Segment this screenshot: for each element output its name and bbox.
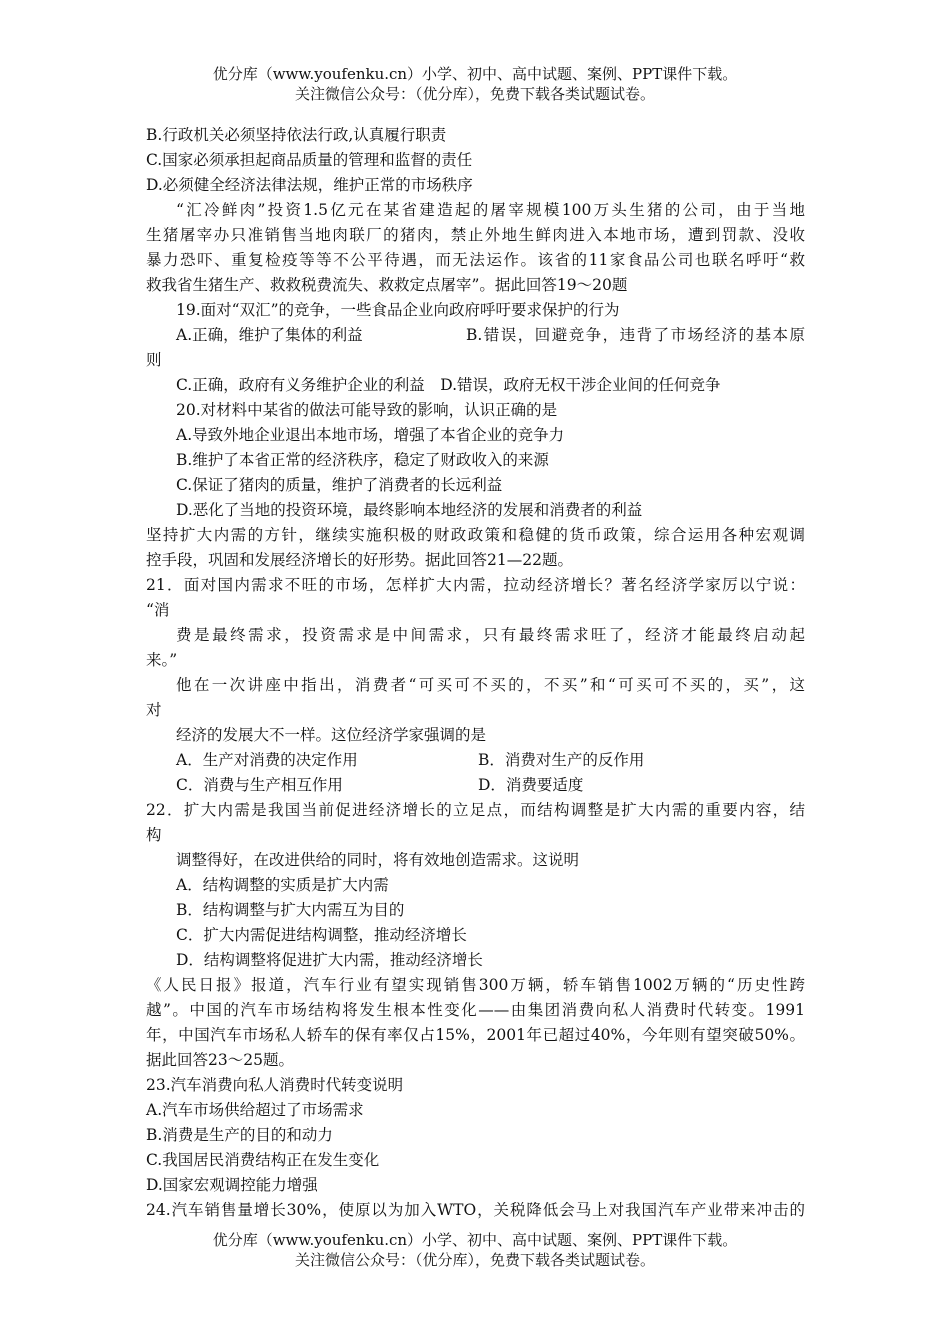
text-line: D．结构调整将促进扩大内需，推动经济增长 xyxy=(176,951,483,969)
text-line: D.国家宏观调控能力增强 xyxy=(146,1176,318,1194)
text-line: B.维护了本省正常的经济秩序，稳定了财政收入的来源 xyxy=(176,451,549,469)
text-line: A.正确，维护了集体的利益 xyxy=(176,326,363,344)
footer-line-1: 优分库（www.youfenku.cn）小学、初中、高中试题、案例、PPT课件下载。 xyxy=(212,1231,738,1249)
text-line: 越”。中国的汽车市场结构将发生根本性变化——由集团消费向私人消费时代转变。1991 xyxy=(146,1001,805,1019)
text-line: D．消费要适度 xyxy=(478,776,584,794)
text-line: 20.对材料中某省的做法可能导致的影响，认识正确的是 xyxy=(176,401,558,419)
text-line: B.错误，回避竞争，违背了市场经济的基本原 xyxy=(466,326,805,344)
text-line: C.保证了猪肉的质量，维护了消费者的长远利益 xyxy=(176,476,503,494)
header-line-2: 关注微信公众号：（优分库），免费下载各类试题试卷。 xyxy=(294,85,655,103)
text-line: “汇冷鲜肉”投资1.5亿元在某省建造起的屠宰规模100万头生猪的公司，由于当地 xyxy=(176,201,805,219)
text-line: C.我国居民消费结构正在发生变化 xyxy=(146,1151,380,1169)
text-line: A．结构调整的实质是扩大内需 xyxy=(176,876,389,894)
text-line: 经济的发展大不一样。这位经济学家强调的是 xyxy=(176,726,487,744)
text-line: “消 xyxy=(146,601,170,619)
text-line: 《人民日报》报道，汽车行业有望实现销售300万辆，轿车销售1002万辆的“历史性跨 xyxy=(146,976,805,994)
text-line: B．消费对生产的反作用 xyxy=(478,751,645,769)
text-line: 22．扩大内需是我国当前促进经济增长的立足点，而结构调整是扩大内需的重要内容，结 xyxy=(146,801,805,819)
text-line: 控手段，巩固和发展经济增长的好形势。据此回答21—22题。 xyxy=(146,551,573,569)
text-line: C.正确，政府有义务维护企业的利益 D.错误，政府无权干涉企业间的任何竞争 xyxy=(176,376,721,394)
text-line: 对 xyxy=(146,701,162,719)
text-line: 则 xyxy=(146,351,162,369)
text-line: 坚持扩大内需的方针，继续实施积极的财政政策和稳健的货币政策，综合运用各种宏观调 xyxy=(146,526,805,544)
text-line: 费是最终需求，投资需求是中间需求，只有最终需求旺了，经济才能最终启动起 xyxy=(176,626,805,644)
text-line: A.汽车市场供给超过了市场需求 xyxy=(146,1101,364,1119)
text-line: D.必须健全经济法律法规，维护正常的市场秩序 xyxy=(146,176,473,194)
text-line: 24.汽车销售量增长30%，使原以为加入WTO，关税降低会马上对我国汽车产业带来冲击的 xyxy=(146,1201,805,1219)
text-line: D.恶化了当地的投资环境，最终影响本地经济的发展和消费者的利益 xyxy=(176,501,643,519)
text-line: B．结构调整与扩大内需互为目的 xyxy=(176,901,405,919)
text-line: B.消费是生产的目的和动力 xyxy=(146,1126,333,1144)
text-line: A.导致外地企业退出本地市场，增强了本省企业的竞争力 xyxy=(176,426,565,444)
text-line: 据此回答23～25题。 xyxy=(146,1051,294,1069)
text-line: B.行政机关必须坚持依法行政,认真履行职责 xyxy=(146,126,447,144)
text-line: 救我省生猪生产、救救税费流失、救救定点屠宰”。据此回答19～20题 xyxy=(146,276,628,294)
text-line: 暴力恐吓、重复检疫等等不公平待遇，而无法运作。该省的11家食品公司也联名呼吁“救 xyxy=(146,251,805,269)
text-line: 21．面对国内需求不旺的市场，怎样扩大内需，拉动经济增长？著名经济学家厉以宁说： xyxy=(146,576,805,594)
text-line: 年，中国汽车市场私人轿车的保有率仅占15%，2001年已超过40%，今年则有望突破50%。 xyxy=(146,1026,805,1044)
text-line: 构 xyxy=(146,826,162,844)
text-line: C.国家必须承担起商品质量的管理和监督的责任 xyxy=(146,151,473,169)
header-line-1: 优分库（www.youfenku.cn）小学、初中、高中试题、案例、PPT课件下载。 xyxy=(212,65,738,83)
text-line: 23.汽车消费向私人消费时代转变说明 xyxy=(146,1076,404,1094)
text-line: 调整得好，在改进供给的同时，将有效地创造需求。这说明 xyxy=(176,851,580,869)
text-line: 生猪屠宰办只准销售当地肉联厂的猪肉，禁止外地生鲜肉进入本地市场，遭到罚款、没收 xyxy=(146,226,805,244)
text-line: 来。” xyxy=(146,651,178,669)
text-line: C．消费与生产相互作用 xyxy=(176,776,343,794)
page-header xyxy=(0,64,950,104)
text-line: A．生产对消费的决定作用 xyxy=(176,751,358,769)
text-line: 19.面对“双汇”的竞争，一些食品企业向政府呼吁要求保护的行为 xyxy=(176,301,620,319)
page-footer xyxy=(0,1230,950,1270)
footer-line-2: 关注微信公众号：（优分库），免费下载各类试题试卷。 xyxy=(294,1251,655,1269)
text-line: 他在一次讲座中指出，消费者“可买可不买的，不买”和“可买可不买的，买”，这 xyxy=(176,676,805,694)
text-line: C．扩大内需促进结构调整，推动经济增长 xyxy=(176,926,467,944)
